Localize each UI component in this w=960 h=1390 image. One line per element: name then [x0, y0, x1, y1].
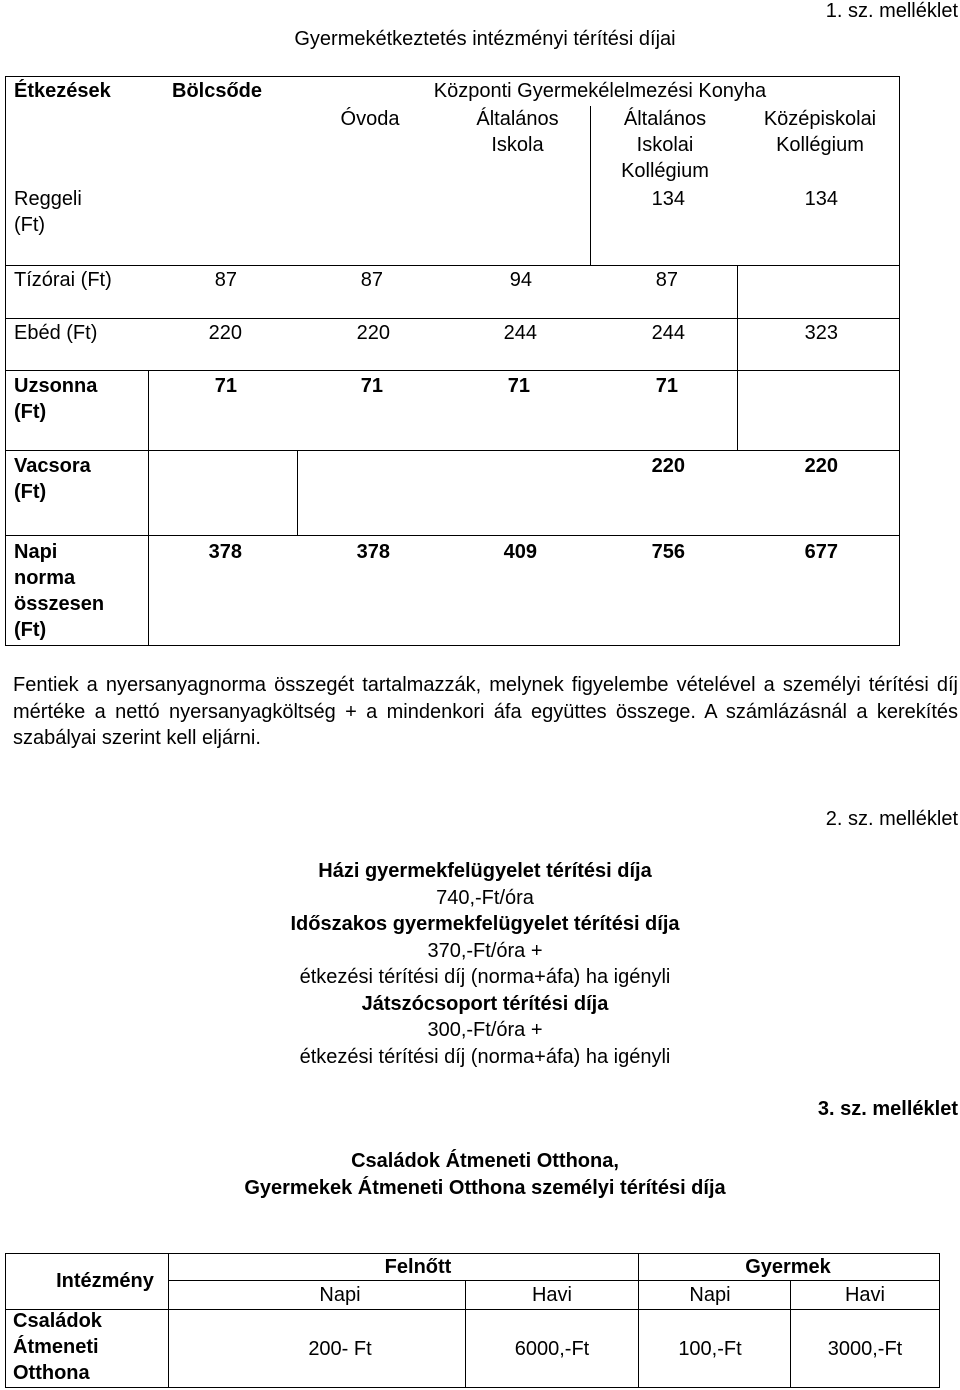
- fee-heading: Időszakos gyermekfelügyelet térítési díja: [290, 913, 680, 935]
- snack-primary-school: 94: [509, 269, 532, 291]
- breakfast-secondary-dorm: 134: [804, 188, 838, 210]
- header-nursery: Bölcsőde: [172, 80, 263, 102]
- header-primary-dorm: Általános Iskolai Kollégium: [621, 108, 709, 182]
- snack-primary-dorm: 87: [655, 269, 678, 291]
- header-child: Gyermek: [745, 1256, 831, 1278]
- fee-value: étkezési térítési díj (norma+áfa) ha igényli: [299, 966, 671, 988]
- annex-label-1: 1. sz. melléklet: [825, 0, 958, 22]
- row-label-lunch: Ebéd (Ft): [14, 322, 98, 344]
- afternoon-snack-kindergarten: 71: [360, 375, 383, 397]
- daily-total-secondary-dorm: 677: [804, 541, 838, 563]
- row-label-dinner: Vacsora (Ft): [14, 455, 91, 503]
- dinner-primary-dorm: 220: [651, 455, 685, 477]
- snack-kindergarten: 87: [360, 269, 383, 291]
- afternoon-snack-primary-school: 71: [507, 375, 530, 397]
- header-kindergarten: Óvoda: [340, 108, 400, 130]
- annex-label-3: 3. sz. melléklet: [817, 1098, 958, 1120]
- child-daily-fee: 100,-Ft: [678, 1338, 742, 1360]
- row-label-family-shelter: Családok Átmeneti Otthona: [13, 1310, 102, 1384]
- subheader-child-daily: Napi: [689, 1284, 731, 1306]
- note-paragraph: Fentiek a nyersanyagnorma összegét tartalmazzák, melynek figyelembe vételével a személyi térítési díj mértéke a nettó nyersanyagköltség + a mindenkori áfa együttes összege. A számlázásnál a kerekítés szabályai szerint kell eljárni.: [13, 674, 958, 749]
- section1-title: Gyermekétkeztetés intézményi térítési díjai: [294, 28, 676, 50]
- fee-heading: Játszócsoport térítési díja: [361, 992, 609, 1015]
- fee-value: étkezési térítési díj (norma+áfa) ha igényli: [299, 1045, 671, 1068]
- daily-total-kindergarten: 378: [356, 541, 390, 563]
- header-primary-school: Általános Iskola: [476, 108, 559, 156]
- row-label-afternoon-snack: Uzsonna (Ft): [14, 375, 98, 423]
- snack-nursery: 87: [214, 269, 237, 291]
- lunch-secondary-dorm: 323: [804, 322, 838, 344]
- home-childcare-fees: [0, 858, 960, 1070]
- fee-value: 300,-Ft/óra +: [427, 1019, 543, 1041]
- dinner-secondary-dorm: 220: [804, 455, 838, 477]
- row-label-breakfast: Reggeli (Ft): [14, 188, 82, 236]
- header-secondary-dorm: Középiskolai Kollégium: [763, 108, 877, 156]
- breakfast-primary-dorm: 134: [651, 188, 685, 210]
- adult-monthly-fee: 6000,-Ft: [514, 1338, 590, 1360]
- lunch-nursery: 220: [208, 322, 242, 344]
- lunch-primary-school: 244: [503, 322, 537, 344]
- header-central-kitchen: Központi Gyermekélelmezési Konyha: [433, 80, 767, 102]
- daily-total-primary-school: 409: [503, 541, 537, 563]
- lunch-kindergarten: 220: [356, 322, 390, 344]
- subheader-child-monthly: Havi: [844, 1284, 885, 1306]
- header-adult: Felnőtt: [384, 1256, 452, 1278]
- fee-value: 370,-Ft/óra +: [427, 939, 543, 962]
- subheader-adult-monthly: Havi: [531, 1284, 572, 1306]
- afternoon-snack-primary-dorm: 71: [655, 375, 678, 397]
- daily-total-nursery: 378: [208, 541, 242, 563]
- adult-daily-fee: 200- Ft: [308, 1338, 372, 1360]
- fee-heading: Házi gyermekfelügyelet térítési díja: [318, 860, 652, 882]
- lunch-primary-dorm: 244: [651, 322, 685, 344]
- annex-label-2: 2. sz. melléklet: [825, 808, 958, 830]
- header-meals: Étkezések: [14, 80, 111, 102]
- fee-value: 740,-Ft/óra: [436, 886, 534, 909]
- section3-title: Családok Átmeneti Otthona, Gyermekek Átmeneti Otthona személyi térítési díja: [244, 1150, 726, 1199]
- child-monthly-fee: 3000,-Ft: [827, 1338, 903, 1360]
- daily-total-primary-dorm: 756: [651, 541, 685, 563]
- row-label-daily-total: Napi norma összesen (Ft): [14, 541, 105, 641]
- afternoon-snack-nursery: 71: [214, 375, 237, 397]
- subheader-adult-daily: Napi: [319, 1284, 361, 1306]
- header-institution: Intézmény: [56, 1270, 154, 1292]
- row-label-snack: Tízórai (Ft): [14, 269, 112, 291]
